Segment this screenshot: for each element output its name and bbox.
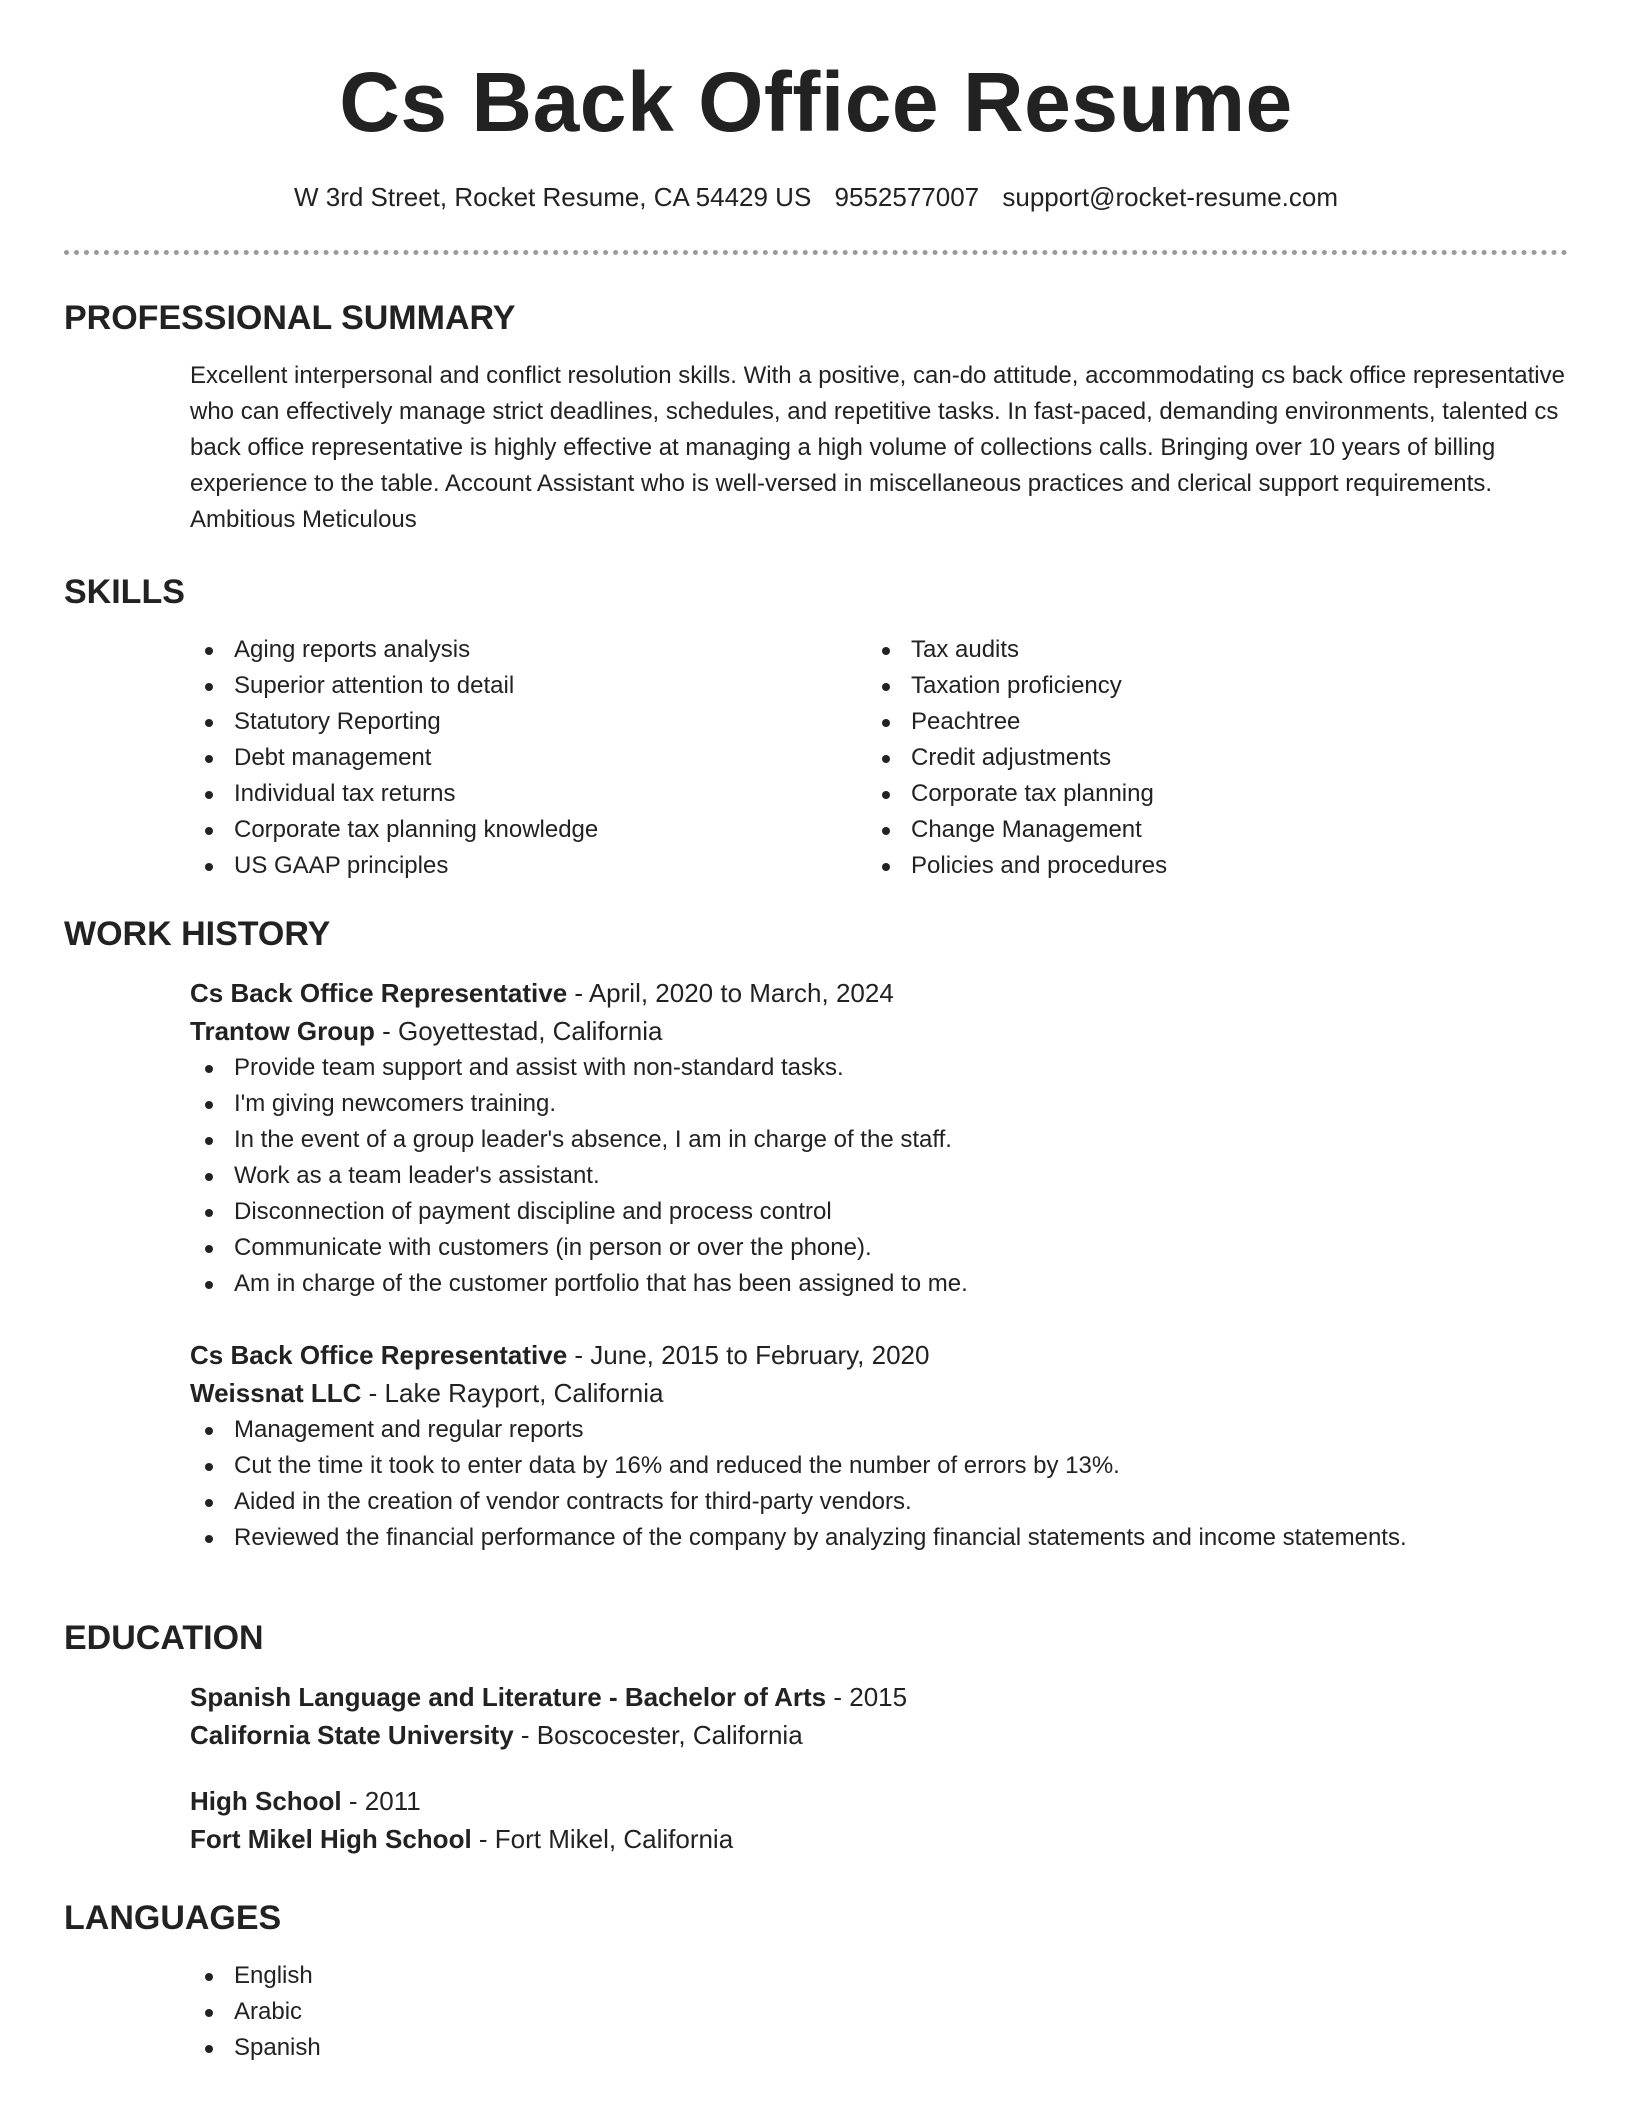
job-bullet: Communicate with customers (in person or over the phone). (190, 1230, 1568, 1266)
skill-item: Debt management (190, 740, 867, 776)
language-item: English (190, 1958, 1568, 1994)
skill-item: Aging reports analysis (190, 632, 867, 668)
job-bullets (190, 1050, 1568, 1302)
language-item: Arabic (190, 1994, 1568, 2030)
job-bullet: In the event of a group leader's absence, I am in charge of the staff. (190, 1122, 1568, 1158)
job-bullet: Am in charge of the customer portfolio that has been assigned to me. (190, 1266, 1568, 1302)
skills-section (64, 570, 1568, 884)
skills-right-list (867, 632, 1544, 884)
education-entry (190, 1782, 1568, 1858)
languages-heading: LANGUAGES (64, 1899, 282, 1937)
skill-item: US GAAP principles (190, 848, 867, 884)
job-bullet: Aided in the creation of vendor contracts for third-party vendors. (190, 1484, 1568, 1520)
job-company-line (190, 1012, 1568, 1050)
contact-phone: 9552577007 (834, 182, 980, 212)
education-school-line (190, 1716, 1568, 1754)
resume-name: Cs Back Office Resume (339, 55, 1293, 149)
education-entry (190, 1678, 1568, 1754)
job-company-line (190, 1374, 1568, 1412)
language-item: Spanish (190, 2030, 1568, 2066)
job-company: Trantow Group (190, 1016, 375, 1046)
skill-item: Corporate tax planning (867, 776, 1544, 812)
skill-item: Peachtree (867, 704, 1544, 740)
job-bullet: Cut the time it took to enter data by 16% and reduced the number of errors by 13%. (190, 1448, 1568, 1484)
job-dates: - June, 2015 to February, 2020 (567, 1340, 930, 1370)
work-section (64, 912, 1568, 1556)
contact-address: W 3rd Street, Rocket Resume, CA 54429 US (293, 182, 812, 212)
education-school: California State University (190, 1720, 514, 1750)
job-bullet: I'm giving newcomers training. (190, 1086, 1568, 1122)
skill-item: Superior attention to detail (190, 668, 867, 704)
education-school: Fort Mikel High School (190, 1824, 472, 1854)
job-bullet: Disconnection of payment discipline and process control (190, 1194, 1568, 1230)
skill-item: Credit adjustments (867, 740, 1544, 776)
education-year: - 2011 (341, 1786, 421, 1816)
job-role: Cs Back Office Representative (190, 978, 568, 1008)
education-heading: EDUCATION (64, 1619, 264, 1657)
education-school-line (190, 1820, 1568, 1858)
skills-heading: SKILLS (64, 573, 185, 611)
languages-section (64, 1896, 1568, 2066)
job-title-line (190, 974, 1568, 1012)
job-location: - Goyettestad, California (374, 1016, 663, 1046)
job-bullet: Work as a team leader's assistant. (190, 1158, 1568, 1194)
education-degree-line (190, 1782, 1568, 1820)
job-bullet: Provide team support and assist with non-standard tasks. (190, 1050, 1568, 1086)
work-heading: WORK HISTORY (64, 915, 331, 953)
skill-item: Taxation proficiency (867, 668, 1544, 704)
contact-line (0, 180, 1632, 214)
job-role: Cs Back Office Representative (190, 1340, 568, 1370)
header-divider (64, 250, 1568, 255)
job-title-line (190, 1336, 1568, 1374)
resume-header (64, 0, 1568, 152)
skill-item: Policies and procedures (867, 848, 1544, 884)
job-company: Weissnat LLC (190, 1378, 362, 1408)
summary-heading: PROFESSIONAL SUMMARY (64, 299, 516, 337)
education-degree-line (190, 1678, 1568, 1716)
job-bullet: Reviewed the financial performance of the company by analyzing financial statements and income statements. (190, 1520, 1568, 1556)
education-location: - Boscocester, California (513, 1720, 803, 1750)
skill-item: Tax audits (867, 632, 1544, 668)
education-location: - Fort Mikel, California (471, 1824, 734, 1854)
education-section (64, 1616, 1568, 1858)
contact-email: support@rocket-resume.com (1002, 182, 1339, 212)
skills-grid (190, 632, 1568, 884)
languages-list (190, 1958, 1568, 2066)
job-location: - Lake Rayport, California (361, 1378, 664, 1408)
job-bullet: Management and regular reports (190, 1412, 1568, 1448)
skill-item: Individual tax returns (190, 776, 867, 812)
job-entry (190, 1336, 1568, 1556)
job-bullets (190, 1412, 1568, 1556)
skills-left-list (190, 632, 867, 884)
education-year: - 2015 (826, 1682, 908, 1712)
skill-item: Statutory Reporting (190, 704, 867, 740)
summary-section (64, 296, 1568, 538)
summary-text: Excellent interpersonal and conflict resolution skills. With a positive, can-do attitude, accommodating cs back office representative who can effectively manage strict deadlines, schedules, and repetitive tasks. In fast-paced, demanding environments, talented cs back office representative is highly effective at managing a high volume of collections calls. Bringing over 10 years of billing experience to the table. Account Assistant who is well-versed in miscellaneous practices and clerical support requirements. Ambitious Meticulous (190, 362, 1565, 533)
skill-item: Corporate tax planning knowledge (190, 812, 867, 848)
education-degree: Spanish Language and Literature - Bachelor of Arts (190, 1682, 827, 1712)
job-dates: - April, 2020 to March, 2024 (567, 978, 894, 1008)
skill-item: Change Management (867, 812, 1544, 848)
job-entry (190, 974, 1568, 1302)
education-degree: High School (190, 1786, 342, 1816)
